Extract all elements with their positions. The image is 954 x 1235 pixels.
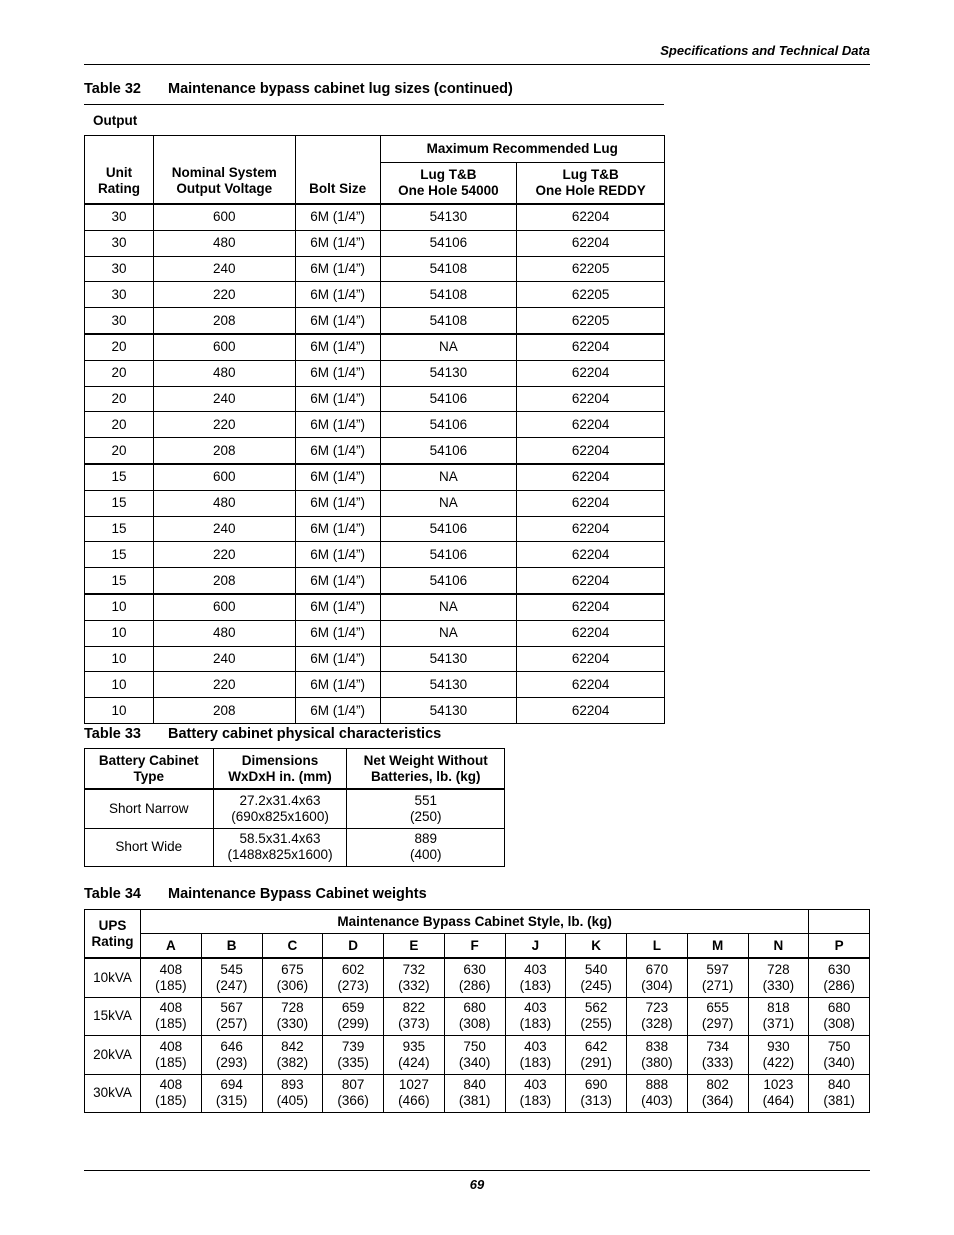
bolt-size-cell: 6M (1/4”) [295,204,380,230]
col-lug-54000: Lug T&B One Hole 54000 [380,163,517,205]
table-row [85,230,665,256]
table-row [85,542,665,568]
bolt-size-cell: 6M (1/4”) [295,438,380,464]
voltage-cell: 220 [153,412,295,438]
col-lug-reddy: Lug T&B One Hole REDDY [517,163,665,205]
table-row [85,438,665,464]
lug-reddy-cell: 62204 [517,204,665,230]
unit-rating-cell: 15 [85,542,154,568]
col-unit-rating: Unit Rating [85,136,154,205]
bolt-size-cell: 6M (1/4”) [295,698,380,724]
weight-cell: 690 (313) [566,1074,627,1113]
weight-cell: 408 (185) [141,1036,202,1075]
col-style-d: D [323,934,384,959]
bolt-size-cell: 6M (1/4”) [295,282,380,308]
ups-rating-cell: 15kVA [85,997,141,1036]
cabinet-type-cell: Short Narrow [85,789,214,828]
table33-title: Battery cabinet physical characteristics [168,726,442,742]
lug-54000-cell: 54108 [380,282,517,308]
lug-reddy-cell: 62204 [517,646,665,672]
weight-cell: 723 (328) [627,997,688,1036]
voltage-cell: 480 [153,490,295,516]
table32-caption [84,81,513,97]
running-header: Specifications and Technical Data [660,43,870,58]
table-row [85,646,665,672]
weight-cell: 807 (366) [323,1074,384,1113]
table-row [85,594,665,620]
weight-cell: 728 (330) [748,958,809,997]
weight-cell: 646 (293) [201,1036,262,1075]
col-style-n: N [748,934,809,959]
weight-cell: 403 (183) [505,1074,566,1113]
lug-54000-cell: 54130 [380,204,517,230]
voltage-cell: 480 [153,620,295,646]
col-style-p: P [809,934,870,959]
table-row [85,386,665,412]
group-header-empty-cell [809,910,870,934]
weight-cell: 403 (183) [505,1036,566,1075]
table-row [85,672,665,698]
bolt-size-cell: 6M (1/4”) [295,594,380,620]
lug-54000-cell: 54106 [380,438,517,464]
table-row [85,997,870,1036]
weight-cell: 642 (291) [566,1036,627,1075]
weight-cell: 630 (286) [444,958,505,997]
weight-cell: 567 (257) [201,997,262,1036]
col-bolt-size: Bolt Size [295,136,380,205]
group-max-recommended-lug: Maximum Recommended Lug [380,136,664,163]
voltage-cell: 208 [153,308,295,334]
weight-cell: 818 (371) [748,997,809,1036]
unit-rating-cell: 10 [85,646,154,672]
lug-size-table [84,135,665,724]
weight-cell: 694 (315) [201,1074,262,1113]
table-row [85,490,665,516]
weight-cell: 403 (183) [505,958,566,997]
table34-number: Table 34 [84,886,141,902]
col-battery-cabinet-type: Battery Cabinet Type [85,749,214,790]
unit-rating-cell: 15 [85,464,154,490]
col-style-l: L [627,934,688,959]
weight-cell: 675 (306) [262,958,323,997]
dimensions-cell: 27.2x31.4x63 (690x825x1600) [213,789,347,828]
col-style-k: K [566,934,627,959]
voltage-cell: 208 [153,438,295,464]
weight-cell: 1023 (464) [748,1074,809,1113]
unit-rating-cell: 30 [85,282,154,308]
col-style-e: E [384,934,445,959]
weight-cell: 408 (185) [141,1074,202,1113]
bolt-size-cell: 6M (1/4”) [295,256,380,282]
weight-cell: 750 (340) [444,1036,505,1075]
weight-cell: 732 (332) [384,958,445,997]
weight-cell: 739 (335) [323,1036,384,1075]
col-ups-rating: UPS Rating [85,910,141,959]
col-style-c: C [262,934,323,959]
lug-54000-cell: 54130 [380,698,517,724]
voltage-cell: 240 [153,386,295,412]
lug-reddy-cell: 62204 [517,360,665,386]
lug-54000-cell: 54106 [380,516,517,542]
table-row [85,698,665,724]
unit-rating-cell: 15 [85,490,154,516]
weight-cell: 750 (340) [809,1036,870,1075]
bolt-size-cell: 6M (1/4”) [295,464,380,490]
lug-54000-cell: 54106 [380,386,517,412]
weight-cell: 403 (183) [505,997,566,1036]
weight-cell: 822 (373) [384,997,445,1036]
weight-cell: 408 (185) [141,997,202,1036]
voltage-cell: 240 [153,646,295,672]
unit-rating-cell: 15 [85,516,154,542]
voltage-cell: 480 [153,360,295,386]
voltage-cell: 600 [153,464,295,490]
cabinet-type-cell: Short Wide [85,828,214,867]
unit-rating-cell: 20 [85,412,154,438]
lug-reddy-cell: 62204 [517,464,665,490]
unit-rating-cell: 15 [85,568,154,594]
lug-reddy-cell: 62205 [517,308,665,334]
lug-54000-cell: NA [380,490,517,516]
lug-54000-cell: NA [380,334,517,360]
unit-rating-cell: 30 [85,308,154,334]
lug-reddy-cell: 62205 [517,282,665,308]
weight-cell: 540 (245) [566,958,627,997]
battery-cabinet-table [84,748,505,867]
bolt-size-cell: 6M (1/4”) [295,672,380,698]
weight-cell: 893 (405) [262,1074,323,1113]
bypass-weights-table [84,909,870,1113]
table32-number: Table 32 [84,81,141,97]
ups-rating-cell: 30kVA [85,1074,141,1113]
header-rule [84,64,870,65]
page-number: 69 [469,1177,485,1192]
lug-reddy-cell: 62204 [517,698,665,724]
lug-reddy-cell: 62204 [517,438,665,464]
weight-cell: 597 (271) [687,958,748,997]
bolt-size-cell: 6M (1/4”) [295,386,380,412]
weight-cell: 602 (273) [323,958,384,997]
weight-cell: 842 (382) [262,1036,323,1075]
col-style-a: A [141,934,202,959]
col-style-m: M [687,934,748,959]
voltage-cell: 220 [153,672,295,698]
voltage-cell: 600 [153,204,295,230]
lug-reddy-cell: 62204 [517,672,665,698]
lug-54000-cell: 54108 [380,308,517,334]
weight-cell: 408 (185) [141,958,202,997]
bolt-size-cell: 6M (1/4”) [295,308,380,334]
table-row [85,568,665,594]
weight-cell: 888 (403) [627,1074,688,1113]
lug-54000-cell: 54106 [380,542,517,568]
table-row [85,620,665,646]
weight-cell: 670 (304) [627,958,688,997]
table-row [85,412,665,438]
weight-cell: 562 (255) [566,997,627,1036]
weight-cell: 1027 (466) [384,1074,445,1113]
lug-reddy-cell: 62204 [517,620,665,646]
col-style-b: B [201,934,262,959]
lug-54000-cell: NA [380,594,517,620]
table33-caption [84,726,441,742]
lug-reddy-cell: 62204 [517,568,665,594]
lug-54000-cell: 54130 [380,646,517,672]
weight-cell: 659 (299) [323,997,384,1036]
table-row [85,1036,870,1075]
footer-rule [84,1170,870,1171]
weight-cell: 551 (250) [347,789,505,828]
table-row [85,256,665,282]
weight-cell: 655 (297) [687,997,748,1036]
lug-54000-cell: NA [380,464,517,490]
weight-cell: 728 (330) [262,997,323,1036]
bolt-size-cell: 6M (1/4”) [295,542,380,568]
weight-cell: 840 (381) [809,1074,870,1113]
lug-54000-cell: 54106 [380,230,517,256]
table-row [85,789,505,828]
weight-cell: 802 (364) [687,1074,748,1113]
weight-cell: 838 (380) [627,1036,688,1075]
unit-rating-cell: 20 [85,386,154,412]
lug-54000-cell: 54106 [380,412,517,438]
table-row [85,360,665,386]
lug-54000-cell: NA [380,620,517,646]
col-net-weight: Net Weight Without Batteries, lb. (kg) [347,749,505,790]
unit-rating-cell: 10 [85,620,154,646]
bypass-weights-table-body [85,958,870,1113]
bolt-size-cell: 6M (1/4”) [295,230,380,256]
table-row [85,464,665,490]
table-row [85,516,665,542]
voltage-cell: 208 [153,698,295,724]
weight-cell: 930 (422) [748,1036,809,1075]
bolt-size-cell: 6M (1/4”) [295,620,380,646]
table-row [85,308,665,334]
lug-54000-cell: 54130 [380,672,517,698]
unit-rating-cell: 20 [85,438,154,464]
bolt-size-cell: 6M (1/4”) [295,516,380,542]
dimensions-cell: 58.5x31.4x63 (1488x825x1600) [213,828,347,867]
lug-54000-cell: 54106 [380,568,517,594]
lug-reddy-cell: 62204 [517,542,665,568]
table-row [85,282,665,308]
voltage-cell: 220 [153,542,295,568]
table34-title: Maintenance Bypass Cabinet weights [168,886,427,902]
bolt-size-cell: 6M (1/4”) [295,646,380,672]
unit-rating-cell: 10 [85,698,154,724]
bolt-size-cell: 6M (1/4”) [295,568,380,594]
lug-reddy-cell: 62204 [517,516,665,542]
lug-reddy-cell: 62204 [517,334,665,360]
bolt-size-cell: 6M (1/4”) [295,334,380,360]
col-style-j: J [505,934,566,959]
lug-reddy-cell: 62205 [517,256,665,282]
bolt-size-cell: 6M (1/4”) [295,490,380,516]
unit-rating-cell: 30 [85,256,154,282]
weight-cell: 734 (333) [687,1036,748,1075]
voltage-cell: 600 [153,594,295,620]
table-row [85,1074,870,1113]
ups-rating-cell: 10kVA [85,958,141,997]
weight-cell: 630 (286) [809,958,870,997]
table-row [85,334,665,360]
table-row [85,828,505,867]
table32-section-label: Output [93,113,138,128]
voltage-cell: 600 [153,334,295,360]
col-style-f: F [444,934,505,959]
unit-rating-cell: 20 [85,334,154,360]
voltage-cell: 220 [153,282,295,308]
unit-rating-cell: 30 [85,204,154,230]
table32-caption-rule [84,104,664,105]
lug-reddy-cell: 62204 [517,230,665,256]
weight-cell: 545 (247) [201,958,262,997]
voltage-cell: 480 [153,230,295,256]
table34-caption [84,886,427,902]
table33-number: Table 33 [84,726,141,742]
unit-rating-cell: 10 [85,594,154,620]
lug-54000-cell: 54108 [380,256,517,282]
unit-rating-cell: 20 [85,360,154,386]
col-dimensions: Dimensions WxDxH in. (mm) [213,749,347,790]
ups-rating-cell: 20kVA [85,1036,141,1075]
voltage-cell: 240 [153,516,295,542]
lug-reddy-cell: 62204 [517,594,665,620]
weight-cell: 889 (400) [347,828,505,867]
table32-title: Maintenance bypass cabinet lug sizes (continued) [168,81,513,97]
group-cabinet-style: Maintenance Bypass Cabinet Style, lb. (kg) [141,910,809,934]
weight-cell: 680 (308) [809,997,870,1036]
unit-rating-cell: 10 [85,672,154,698]
style-header-row [85,934,870,959]
lug-reddy-cell: 62204 [517,490,665,516]
lug-size-table-body [85,204,665,723]
weight-cell: 840 (381) [444,1074,505,1113]
col-nominal-voltage: Nominal System Output Voltage [153,136,295,205]
table-row [85,958,870,997]
table-row [85,204,665,230]
weight-cell: 935 (424) [384,1036,445,1075]
lug-54000-cell: 54130 [380,360,517,386]
weight-cell: 680 (308) [444,997,505,1036]
voltage-cell: 208 [153,568,295,594]
unit-rating-cell: 30 [85,230,154,256]
bolt-size-cell: 6M (1/4”) [295,360,380,386]
voltage-cell: 240 [153,256,295,282]
lug-reddy-cell: 62204 [517,386,665,412]
bolt-size-cell: 6M (1/4”) [295,412,380,438]
lug-reddy-cell: 62204 [517,412,665,438]
